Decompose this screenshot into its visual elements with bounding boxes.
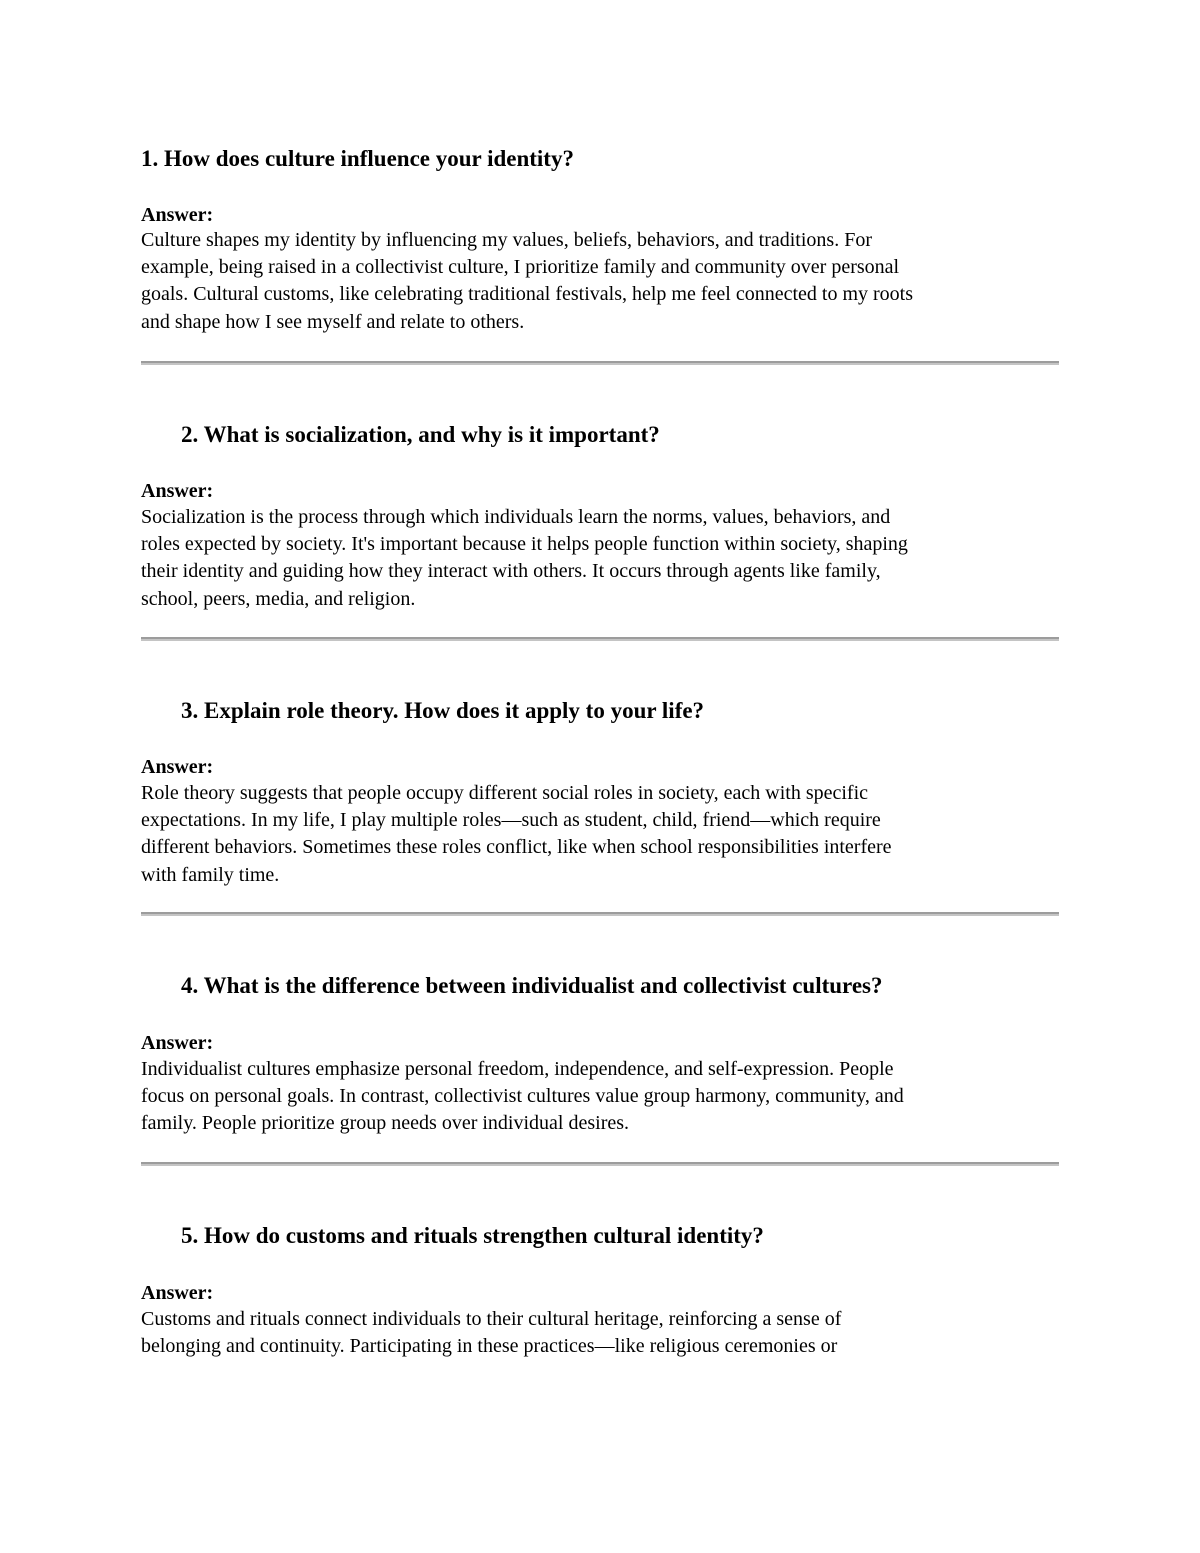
answer-line: family. People prioritize group needs over individual desires. [141, 1112, 630, 1135]
answer-line: focus on personal goals. In contrast, collectivist cultures value group harmony, community, and [141, 1085, 904, 1108]
answer-line: different behaviors. Sometimes these roles conflict, like when school responsibilities interfere [141, 836, 892, 859]
answer-text [141, 227, 1061, 336]
answer-line: goals. Cultural customs, like celebrating traditional festivals, help me feel connected to my roots [141, 283, 914, 306]
question-heading: 2. What is socialization, and why is it important? [181, 422, 660, 447]
question-heading: 4. What is the difference between individualist and collectivist cultures? [181, 973, 883, 998]
answer-text [141, 780, 1061, 889]
answer-label: Answer: [141, 1032, 214, 1054]
answer-line: school, peers, media, and religion. [141, 587, 416, 610]
answer-text [141, 1056, 1061, 1138]
horizontal-divider [141, 912, 1059, 916]
answer-label: Answer: [141, 756, 214, 778]
question-heading: 3. Explain role theory. How does it apply to your life? [181, 698, 705, 723]
question-heading: 1. How does culture influence your identity? [141, 146, 574, 171]
answer-line: and shape how I see myself and relate to others. [141, 310, 525, 333]
question-heading: 5. How do customs and rituals strengthen cultural identity? [181, 1223, 764, 1248]
answer-label: Answer: [141, 1282, 214, 1304]
horizontal-divider [141, 1162, 1059, 1166]
answer-text [141, 504, 1061, 613]
answer-line: roles expected by society. It's important because it helps people function within society, shaping [141, 533, 908, 556]
answer-line: Customs and rituals connect individuals to their cultural heritage, reinforcing a sense of [141, 1308, 842, 1330]
answer-line: Individualist cultures emphasize personal freedom, independence, and self-expression. People [141, 1058, 894, 1080]
answer-line: example, being raised in a collectivist culture, I prioritize family and community over personal [141, 256, 900, 279]
horizontal-divider [141, 637, 1059, 641]
answer-text [141, 1306, 1061, 1360]
answer-line: with family time. [141, 863, 280, 886]
answer-line: belonging and continuity. Participating in these practices—like religious ceremonies or [141, 1335, 838, 1358]
answer-line: Role theory suggests that people occupy different social roles in society, each with specific [141, 782, 869, 804]
answer-label: Answer: [141, 204, 214, 226]
answer-line: expectations. In my life, I play multiple roles—such as student, child, friend—which require [141, 809, 881, 832]
answer-line: Culture shapes my identity by influencing my values, beliefs, behaviors, and traditions. For [141, 229, 872, 251]
answer-line: Socialization is the process through which individuals learn the norms, values, behaviors, and [141, 506, 891, 528]
horizontal-divider [141, 361, 1059, 365]
answer-label: Answer: [141, 480, 214, 502]
answer-line: their identity and guiding how they interact with others. It occurs through agents like family, [141, 560, 881, 583]
